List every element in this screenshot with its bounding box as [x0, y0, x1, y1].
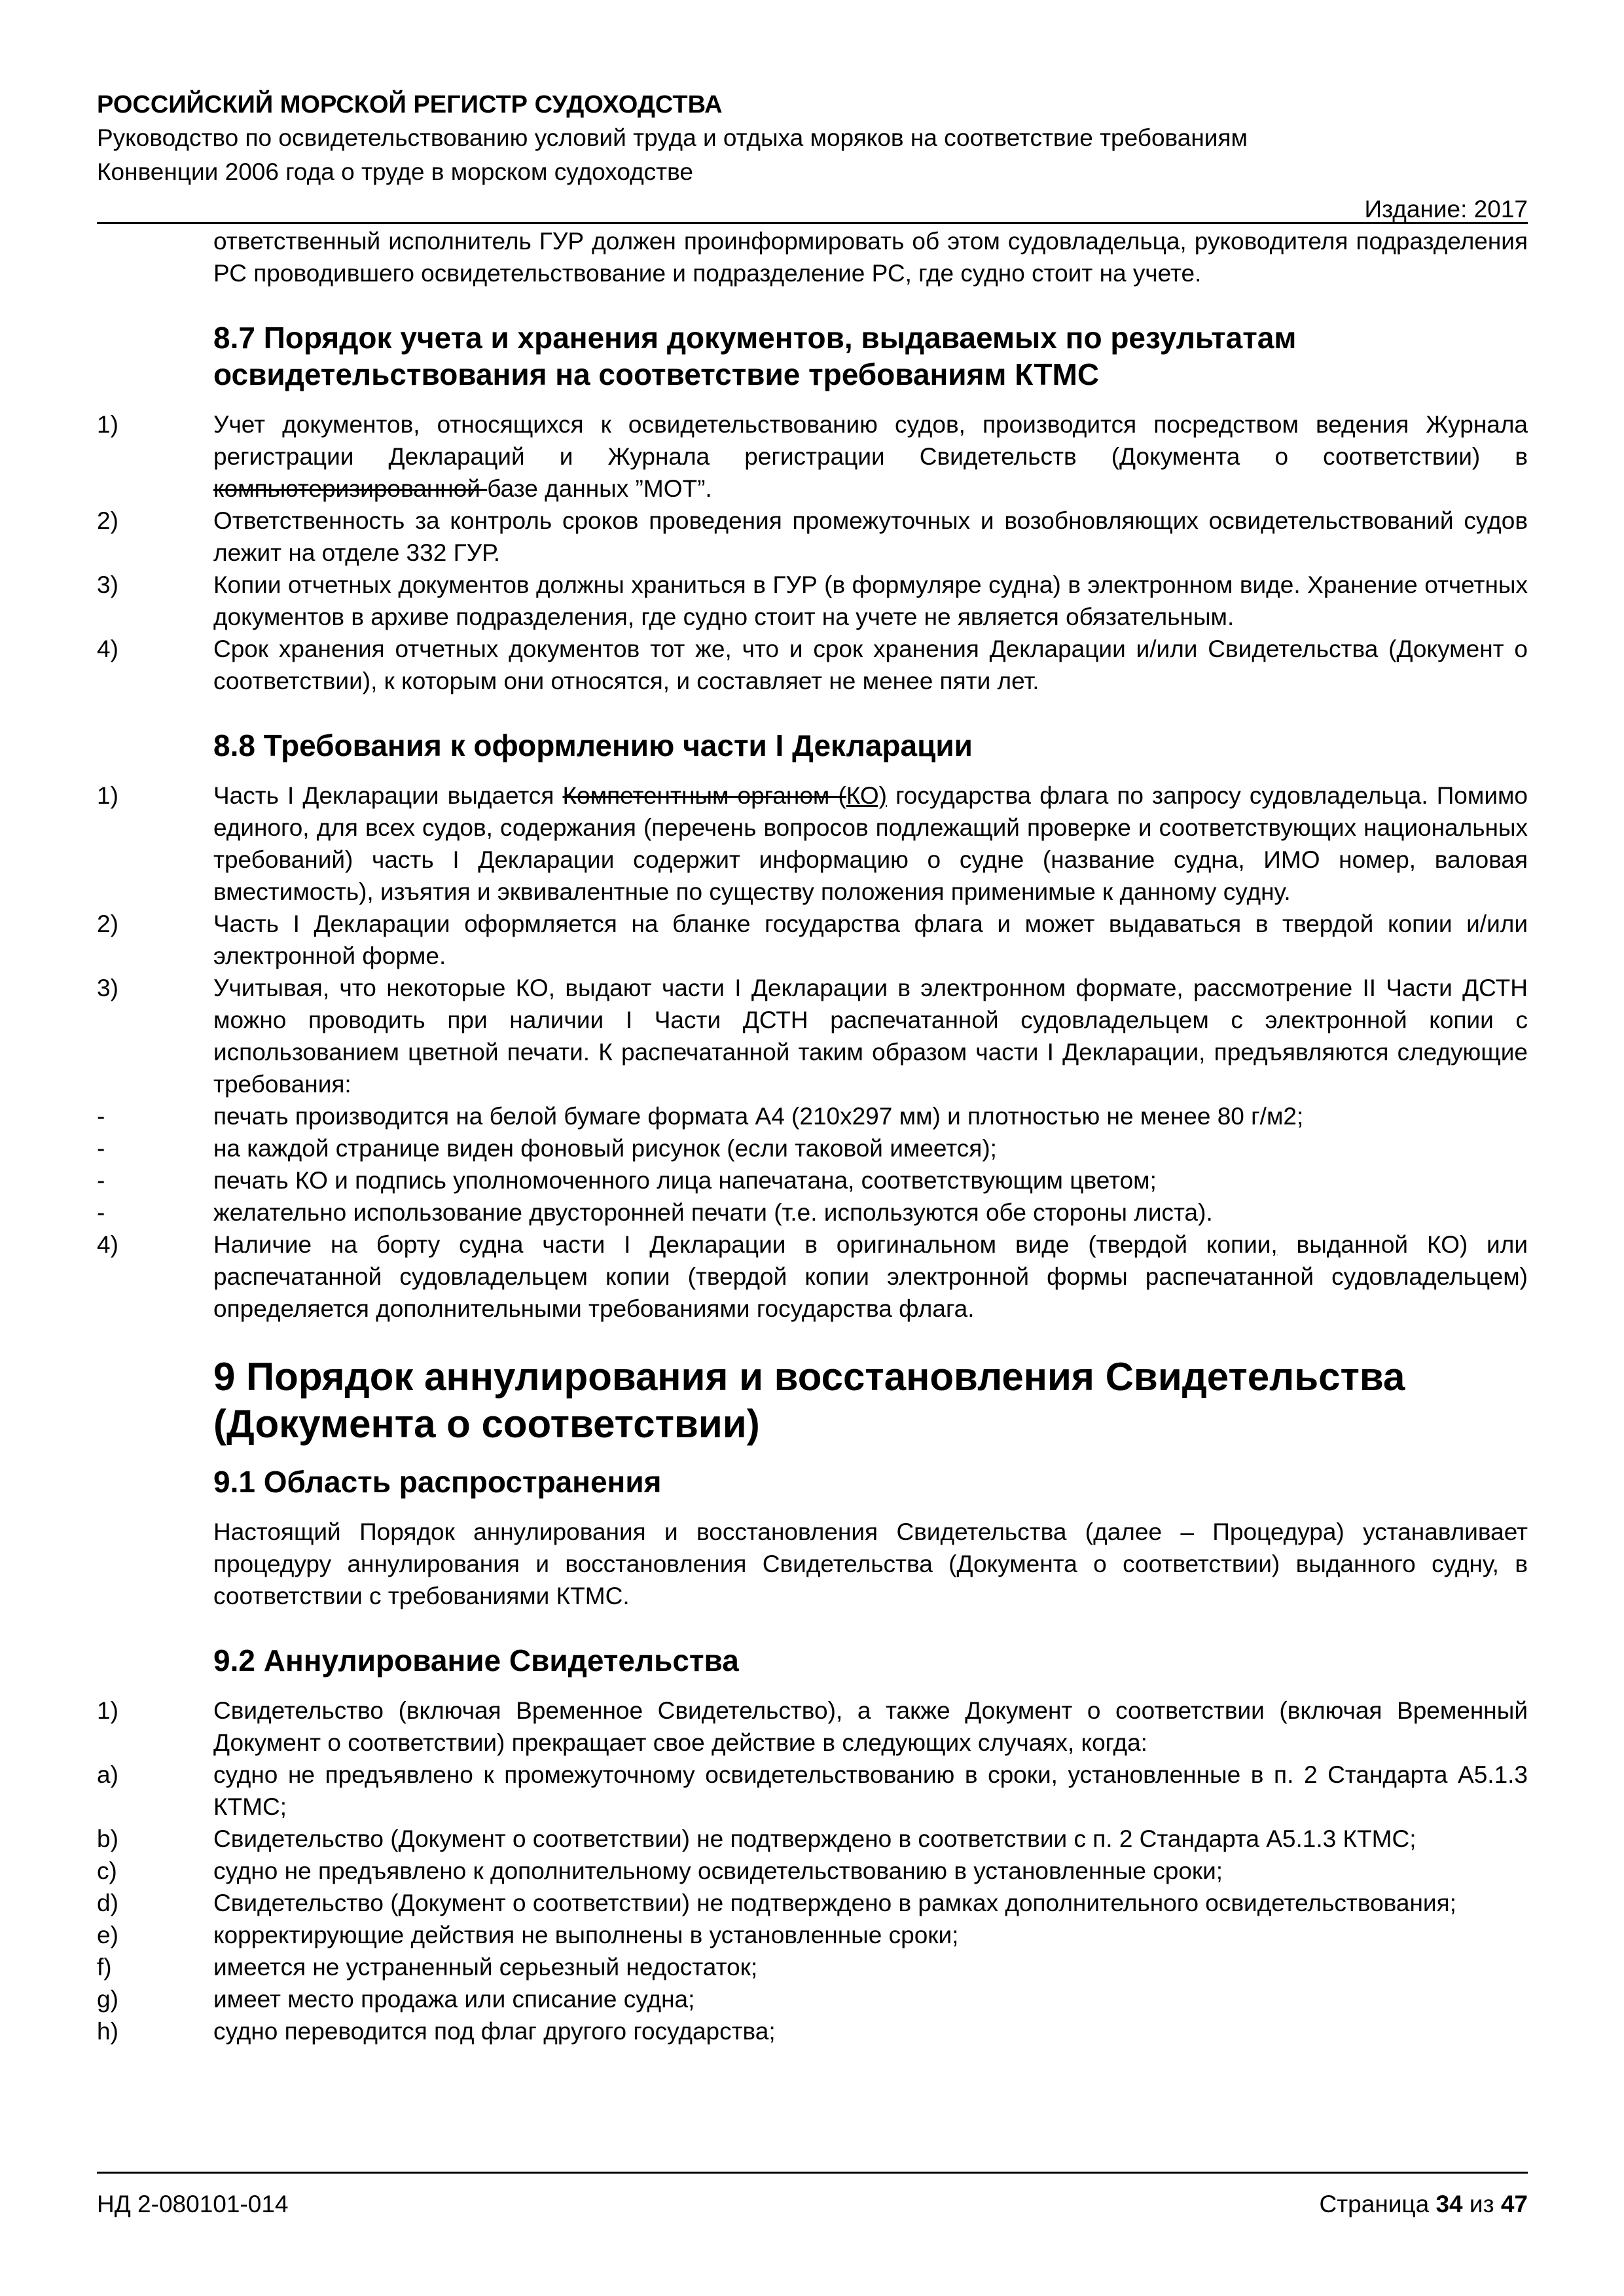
list-item-number: 3): [97, 571, 118, 598]
list-item-text: Часть I Декларации оформляется на бланке государства флага и может выдаваться в твердой копии и/или электронной форме.: [213, 910, 1528, 969]
header-subtitle-line-1: Руководство по освидетельствованию условий труда и отдыха моряков на соответствие требованиям: [97, 124, 1248, 151]
footer-divider: [97, 2172, 1528, 2174]
letter-item: [97, 1983, 1528, 2015]
letter-item-marker: h): [97, 2018, 118, 2045]
dash-item: [97, 1164, 1528, 1196]
letter-item-text: корректирующие действия не выполнены в установленные сроки;: [213, 1922, 959, 1948]
list-item: [97, 908, 1528, 972]
section-9-1-paragraph: Настоящий Порядок аннулирования и восстановления Свидетельства (далее – Процедура) устанавливает процедуру аннулирования и восстановления Свидетельства (Документа о соответствии) выданного судну, в соответствии с требованиями КТМС.: [213, 1518, 1528, 1609]
letter-item-text: Свидетельство (Документ о соответствии) не подтверждено в рамках дополнительного освидетельствования;: [213, 1890, 1456, 1916]
footer-page-number: Страница 34 из 47: [1319, 2191, 1528, 2217]
dash-marker: -: [97, 1199, 105, 1226]
list-item-number: 1): [97, 1697, 118, 1724]
letter-item-text: судно не предъявлено к дополнительному освидетельствованию в установленные сроки;: [213, 1857, 1223, 1884]
list-item-number: 2): [97, 507, 118, 534]
dash-item: [97, 1196, 1528, 1229]
dash-item-text: печать КО и подпись уполномоченного лица напечатана, соответствующим цветом;: [213, 1167, 1157, 1194]
letter-item-text: судно не предъявлено к промежуточному освидетельствованию в сроки, установленные в п. 2 Стандарта А5.1.3 КТМС;: [213, 1761, 1528, 1820]
list-item-text: Ответственность за контроль сроков проведения промежуточных и возобновляющих освидетельствований судов лежит на отделе 332 ГУР.: [213, 507, 1528, 566]
dash-item-text: на каждой странице виден фоновый рисунок (если таковой имеется);: [213, 1135, 997, 1162]
list-item: [97, 972, 1528, 1100]
current-page: 34: [1435, 2191, 1463, 2217]
dash-marker: -: [97, 1167, 105, 1194]
list-item-text: Учитывая, что некоторые КО, выдают части I Декларации в электронном формате, рассмотрение II Части ДСТН можно проводить при наличии I Части ДСТН распечатанной судовладельцем с электронной копии с использованием цветной печати. К распечатанной таким образом части I Декларации, предъявляются следующие требования:: [213, 975, 1528, 1098]
header-divider: [97, 222, 1528, 224]
letter-item: [97, 1823, 1528, 1855]
letter-item-marker: e): [97, 1922, 118, 1948]
list-item-text: Свидетельство (включая Временное Свидетельство), а также Документ о соответствии (включая Временный Документ о соответствии) прекращает свое действие в следующих случаях, когда:: [213, 1697, 1528, 1756]
page-header: [97, 88, 1528, 226]
header-edition: Издание: 2017: [1364, 196, 1528, 223]
section-8-7-heading-line-2: освидетельствования на соответствие требованиям КТМС: [213, 357, 1100, 391]
dash-marker: -: [97, 1103, 105, 1130]
list-item-text: Учет документов, относящихся к освидетельствованию судов, производится посредством ведения Журнала регистрации Деклараций и Журнала регистрации Свидетельств (Документа о соответствии) в компьютеризированной базе данных ”МОТ”.: [213, 411, 1528, 502]
footer-document-number: НД 2-080101-014: [97, 2191, 289, 2217]
letter-item-marker: a): [97, 1761, 118, 1788]
letter-item: [97, 2015, 1528, 2047]
section-9-heading-line-2: (Документа о соответствии): [213, 1402, 760, 1446]
dash-item: [97, 1132, 1528, 1164]
dash-item-text: желательно использование двусторонней печати (т.е. используются обе стороны листа).: [213, 1199, 1213, 1226]
section-8-8-heading: 8.8 Требования к оформлению части I Декларации: [213, 728, 973, 762]
list-item: [97, 505, 1528, 569]
list-item-number: 1): [97, 782, 118, 809]
letter-item-marker: c): [97, 1857, 117, 1884]
intro-paragraph: ответственный исполнитель ГУР должен проинформировать об этом судовладельца, руководителя подразделения РС проводившего освидетельствование и подразделение РС, где судно стоит на учете.: [213, 228, 1528, 287]
list-item-number: 3): [97, 975, 118, 1001]
letter-item: [97, 1951, 1528, 1983]
list-item: [97, 1695, 1528, 1759]
list-item-number: 4): [97, 636, 118, 662]
list-item: [97, 408, 1528, 505]
total-pages: 47: [1500, 2191, 1528, 2217]
struck-text: Компетентным органом (: [562, 782, 846, 809]
page-content: [97, 225, 1528, 2047]
list-item-text: Наличие на борту судна части I Декларации в оригинальном виде (твердой копии, выданной КО) или распечатанной судовладельцем копии (твердой копии электронной формы распечатанной судовладельцем) определяется дополнительными требованиями государства флага.: [213, 1231, 1528, 1322]
struck-underlined-text: КО): [846, 782, 888, 809]
dash-item: [97, 1100, 1528, 1132]
header-subtitle-line-2: Конвенции 2006 года о труде в морском судоходстве: [97, 158, 693, 185]
letter-item: [97, 1887, 1528, 1919]
dash-item-text: печать производится на белой бумаге формата А4 (210x297 мм) и плотностью не менее 80 г/м2;: [213, 1103, 1304, 1130]
letter-item-marker: f): [97, 1954, 112, 1981]
list-item: [97, 569, 1528, 633]
letter-item-text: Свидетельство (Документ о соответствии) не подтверждено в соответствии с п. 2 Стандарта А5.1.3 КТМС;: [213, 1825, 1416, 1852]
list-item-number: 4): [97, 1231, 118, 1258]
letter-item: [97, 1759, 1528, 1823]
section-9-heading-line-1: 9 Порядок аннулирования и восстановления Свидетельства: [213, 1355, 1405, 1399]
section-9-heading: [97, 1354, 1528, 1448]
list-item-number: 2): [97, 910, 118, 937]
letter-item-marker: g): [97, 1986, 118, 2013]
struck-text: компьютеризированной: [213, 475, 488, 502]
letter-item-text: имеет место продажа или списание судна;: [213, 1986, 695, 2013]
letter-item-text: судно переводится под флаг другого государства;: [213, 2018, 776, 2045]
list-item-text: Срок хранения отчетных документов тот же, что и срок хранения Декларации и/или Свидетельства (Документ о соответствии), к которым они относятся, и составляет не менее пяти лет.: [213, 636, 1528, 694]
list-item: [97, 1229, 1528, 1325]
section-9-2-heading: 9.2 Аннулирование Свидетельства: [213, 1643, 739, 1677]
list-item-number: 1): [97, 411, 118, 438]
letter-item-marker: b): [97, 1825, 118, 1852]
list-item: [97, 633, 1528, 697]
letter-item: [97, 1919, 1528, 1951]
letter-item-text: имеется не устраненный серьезный недостаток;: [213, 1954, 758, 1981]
list-item-text: Часть I Декларации выдается Компетентным органом (КО) государства флага по запросу судовладельца. Помимо единого, для всех судов, содержания (перечень вопросов подлежащий проверке и соответствующих национальных требований) часть I Декларации содержит информацию о судне (название судна, ИМО номер, валовая вместимость), изъятия и эквивалентные по существу положения применимые к данному судну.: [213, 782, 1528, 905]
section-8-7-heading-line-1: 8.7 Порядок учета и хранения документов, выдаваемых по результатам: [213, 321, 1297, 355]
list-item-text: Копии отчетных документов должны храниться в ГУР (в формуляре судна) в электронном виде. Хранение отчетных документов в архиве подразделения, где судно стоит на учете не является обязательным.: [213, 571, 1528, 630]
letter-item-marker: d): [97, 1890, 118, 1916]
section-9-1-heading: 9.1 Область распространения: [213, 1465, 662, 1499]
letter-item: [97, 1855, 1528, 1887]
dash-marker: -: [97, 1135, 105, 1162]
header-organization: РОССИЙСКИЙ МОРСКОЙ РЕГИСТР СУДОХОДСТВА: [97, 91, 723, 118]
list-item: [97, 780, 1528, 908]
section-8-7-heading: [97, 319, 1528, 393]
underlined-comma: ,: [1271, 1231, 1278, 1258]
